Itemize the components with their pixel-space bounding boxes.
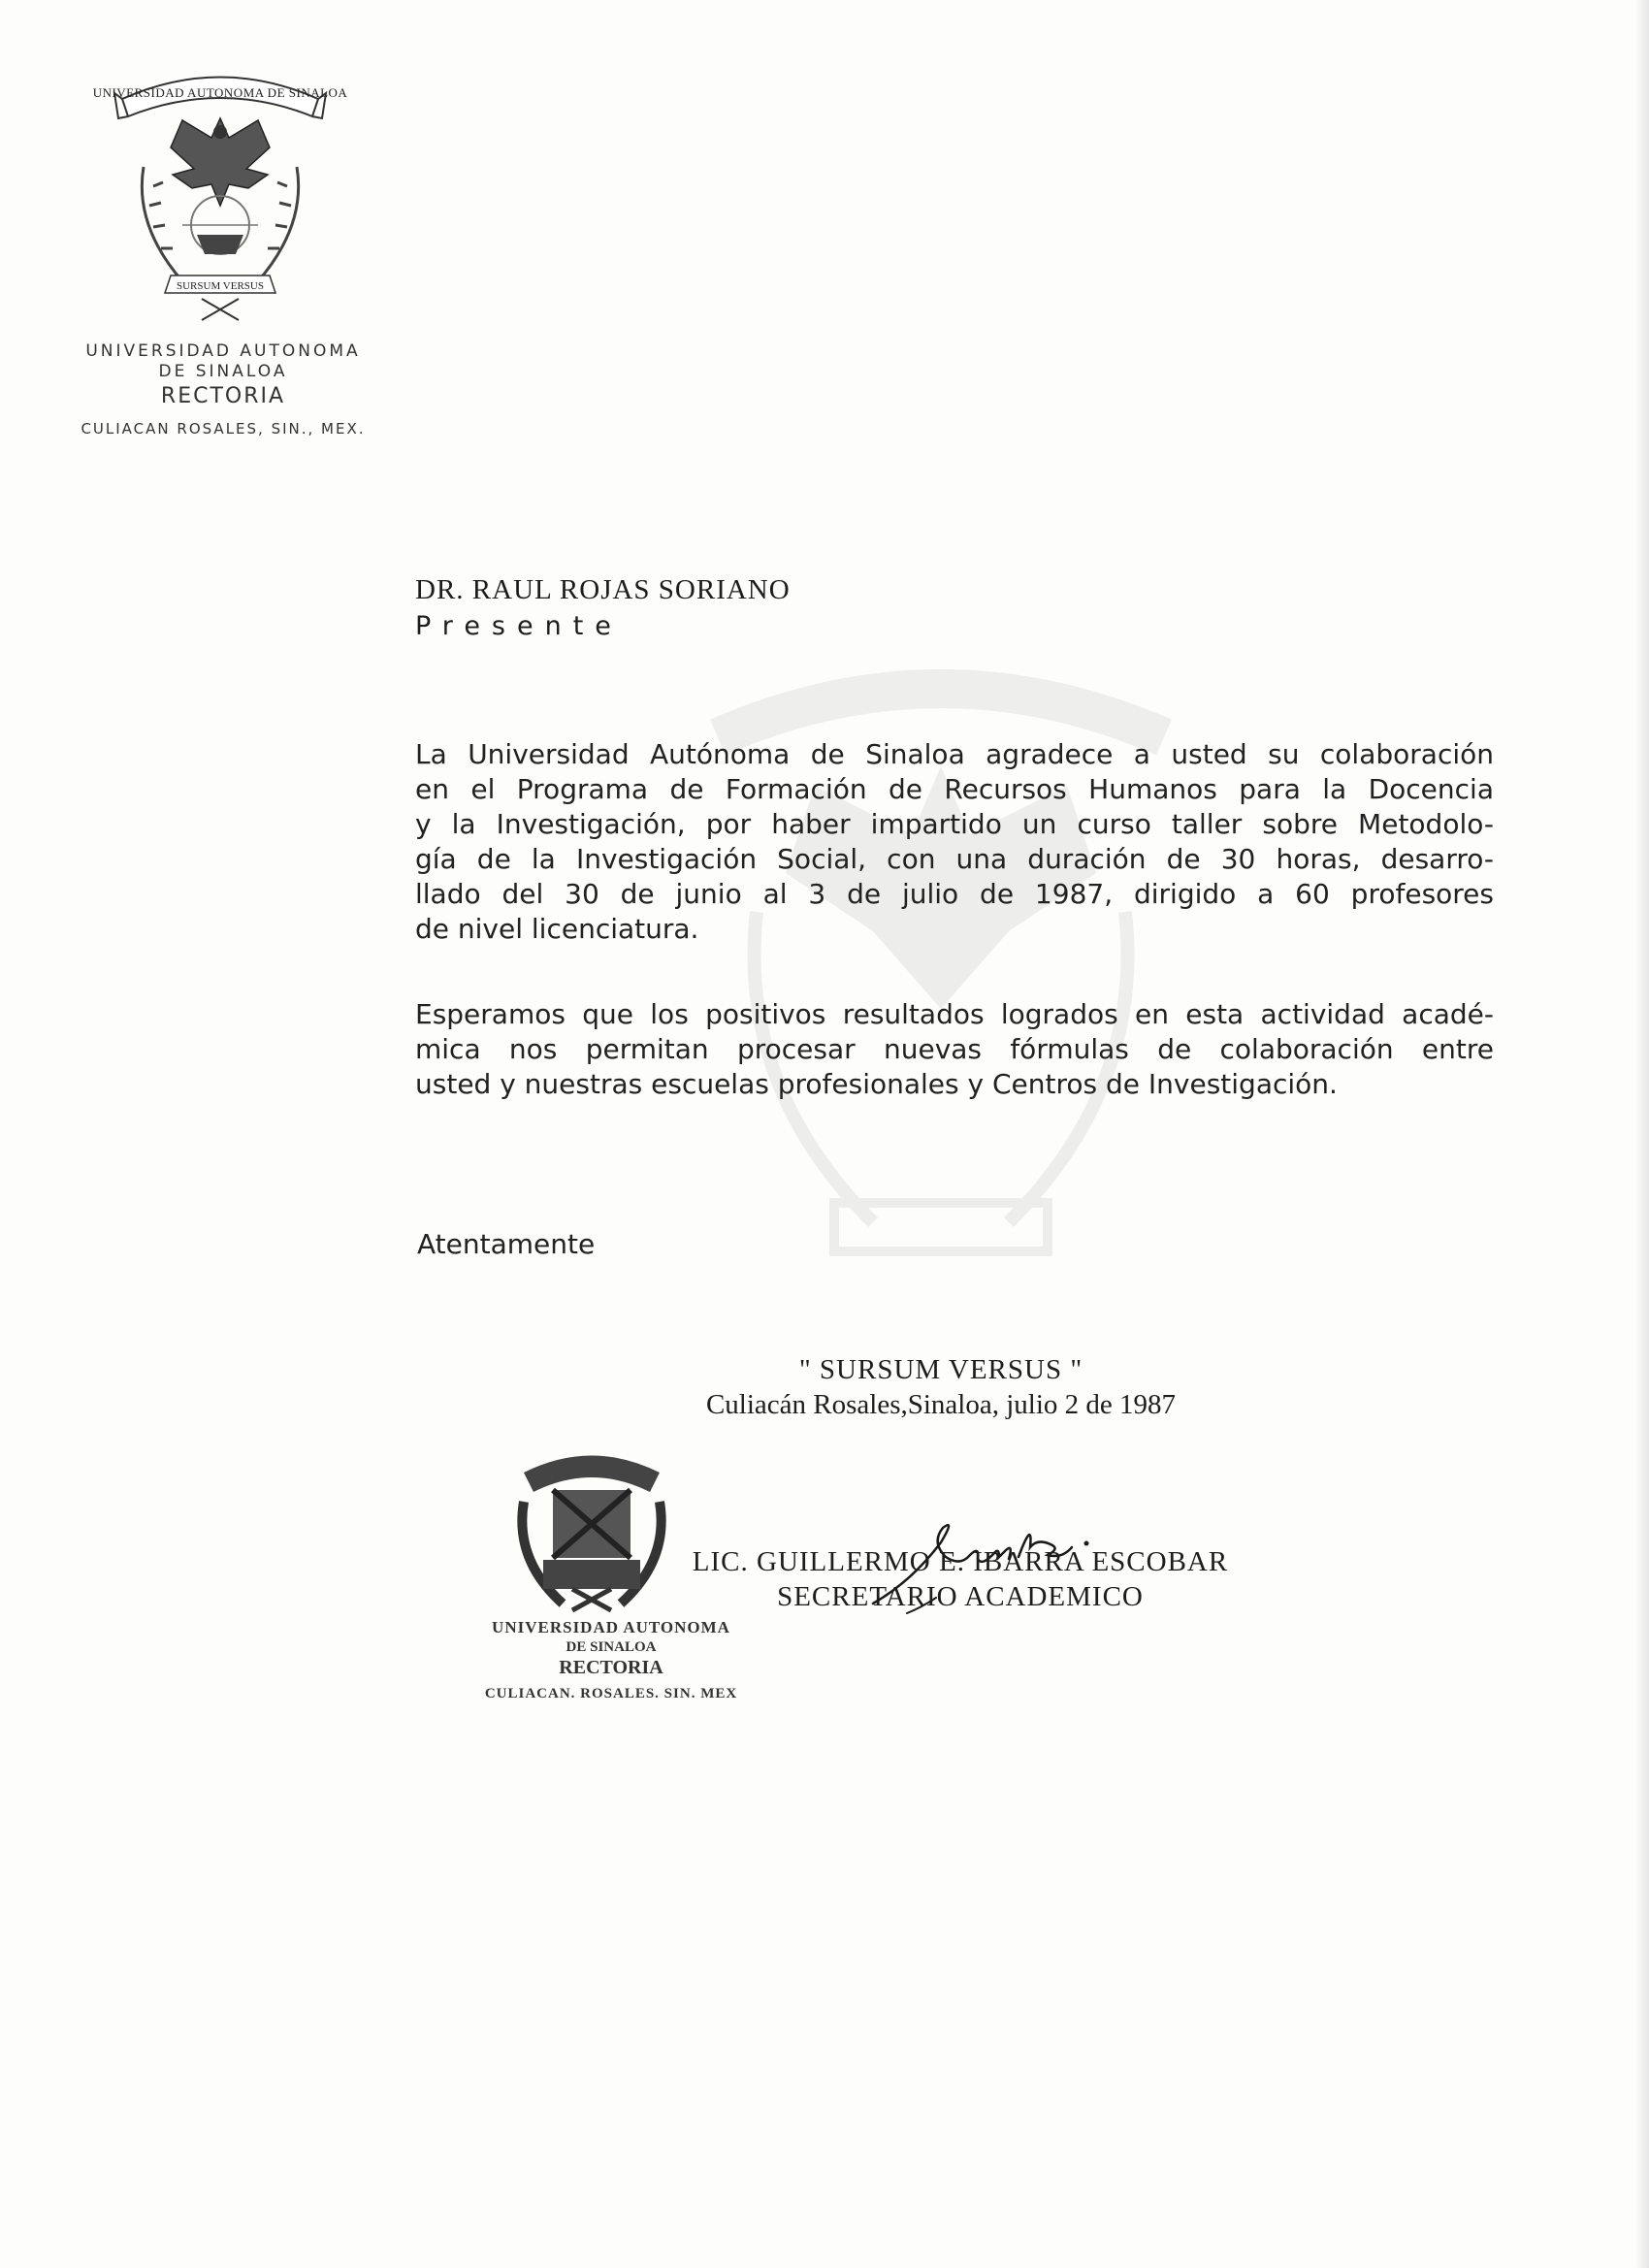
signer-title: SECRETARIO ACADEMICO: [777, 1581, 1144, 1612]
stamp-university: UNIVERSIDAD AUTONOMA: [492, 1618, 730, 1636]
svg-text:UNIVERSIDAD AUTONOMA DE SINALO: UNIVERSIDAD AUTONOMA DE SINALOA: [92, 85, 348, 100]
paragraph-line: La Universidad Autónoma de Sinaloa agradece a usted su colaboración: [415, 738, 1494, 770]
letterhead-address: CULIACAN ROSALES, SIN., MEX.: [81, 420, 366, 437]
paragraph-line: de nivel licenciatura.: [415, 913, 699, 945]
university-crest-logo: [92, 60, 348, 324]
paragraph-line: y la Investigación, por haber impartido un curso taller sobre Metodolo-: [415, 808, 1494, 840]
closing-text: Atentamente: [417, 1228, 596, 1260]
stamp-address: CULIACAN. ROSALES. SIN. MEX: [484, 1686, 738, 1701]
paragraph-line: usted y nuestras escuelas profesionales y Centros de Investigación.: [415, 1068, 1338, 1100]
letterhead-state: DE SINALOA: [158, 362, 288, 381]
stamp-state: DE SINALOA: [566, 1639, 657, 1655]
letterhead-office: RECTORIA: [160, 384, 286, 408]
letterhead-university: UNIVERSIDAD AUTONOMA: [85, 341, 361, 361]
stamp-office: RECTORIA: [559, 1657, 663, 1678]
signer-name: LIC. GUILLERMO E. IBARRA ESCOBAR: [692, 1546, 1229, 1577]
watermark-crest: [679, 621, 1203, 1280]
body-paragraph-1: [415, 737, 1494, 947]
paragraph-line: mica nos permitan procesar nuevas fórmulas de colaboración entre: [415, 1033, 1494, 1065]
addressee-name: DR. RAUL ROJAS SORIANO: [415, 574, 791, 605]
paragraph-line: en el Programa de Formación de Recursos Humanos para la Docencia: [415, 773, 1494, 805]
scan-edge-shadow: [1635, 0, 1649, 2268]
svg-text:SURSUM VERSUS: SURSUM VERSUS: [177, 280, 264, 292]
paragraph-line: Esperamos que los positivos resultados logrados en esta actividad acadé-: [415, 998, 1494, 1030]
body-paragraph-2: [415, 997, 1494, 1102]
motto: " SURSUM VERSUS ": [798, 1354, 1083, 1385]
paragraph-line: llado del 30 de junio al 3 de julio de 1987, dirigido a 60 profesores: [415, 878, 1494, 910]
addressee-salutation: Presente: [415, 611, 623, 641]
place-date: Culiacán Rosales,Sinaloa, julio 2 de 1987: [705, 1389, 1177, 1420]
paragraph-line: gía de la Investigación Social, con una duración de 30 horas, desarro-: [415, 843, 1494, 875]
